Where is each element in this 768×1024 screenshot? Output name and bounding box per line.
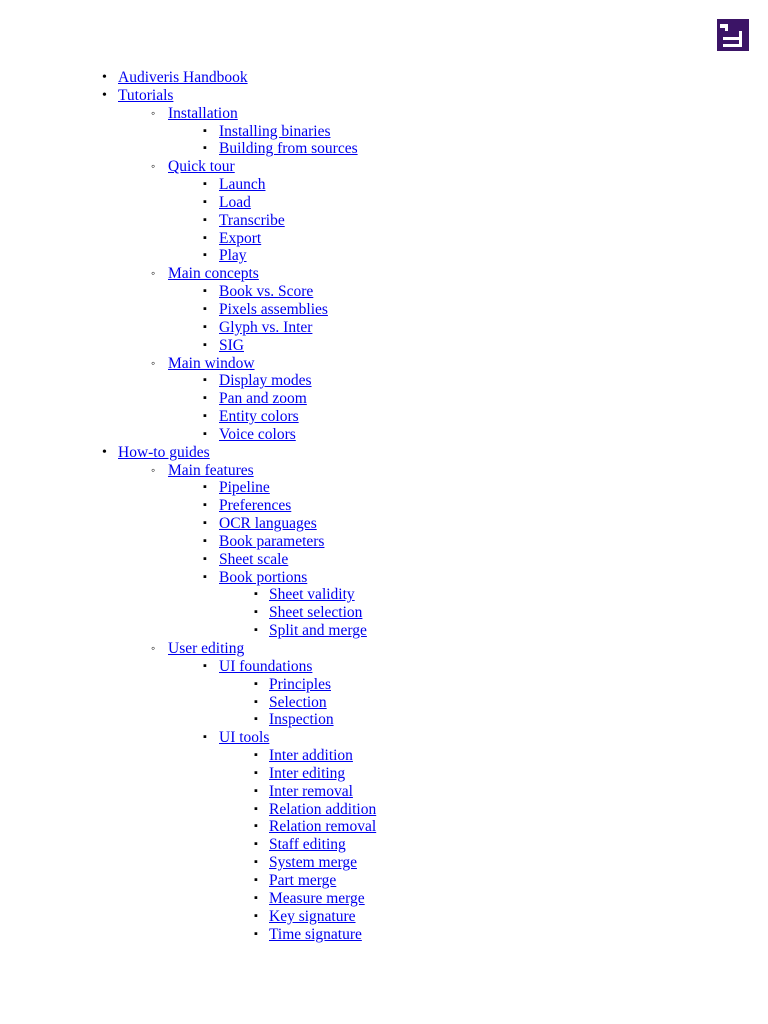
bullet-icon: ▪ <box>203 570 207 583</box>
toc-item <box>0 836 768 854</box>
bullet-icon: ▪ <box>254 624 258 637</box>
toc-link[interactable]: Selection <box>269 693 327 711</box>
toc-item <box>0 551 768 569</box>
toc-link[interactable]: Inter editing <box>269 764 346 782</box>
bullet-icon: ▪ <box>254 802 258 815</box>
bullet-icon: ▪ <box>203 427 207 440</box>
toc-item <box>0 408 768 426</box>
toc-link[interactable]: Relation removal <box>269 818 377 836</box>
toc-item <box>0 462 768 480</box>
toc-link[interactable]: Play <box>219 247 247 265</box>
site-logo-icon <box>717 19 749 51</box>
toc-link[interactable]: How-to guides <box>118 443 210 461</box>
bullet-icon: ◦ <box>151 462 156 477</box>
toc-link[interactable]: Key signature <box>269 907 356 925</box>
bullet-icon: ▪ <box>203 517 207 530</box>
toc-link[interactable]: Audiveris Handbook <box>118 69 248 86</box>
toc-link[interactable]: Installation <box>168 104 238 122</box>
toc-link[interactable]: UI tools <box>219 729 270 747</box>
bullet-icon: ▪ <box>203 320 207 333</box>
bullet-icon: ▪ <box>254 588 258 601</box>
toc-item <box>0 123 768 141</box>
bullet-icon: ▪ <box>203 410 207 423</box>
toc-link[interactable]: Time signature <box>269 925 362 943</box>
toc-list <box>0 69 768 943</box>
toc-item <box>0 622 768 640</box>
toc-item <box>0 872 768 890</box>
toc-item <box>0 515 768 533</box>
site-logo[interactable] <box>717 19 749 51</box>
bullet-icon: ◦ <box>151 159 156 174</box>
toc-link[interactable]: OCR languages <box>219 515 317 533</box>
bullet-icon: ▪ <box>203 731 207 744</box>
bullet-icon: ▪ <box>203 124 207 137</box>
bullet-icon: ▪ <box>203 481 207 494</box>
toc-link[interactable]: Entity colors <box>219 408 299 426</box>
toc-link[interactable]: Book parameters <box>219 532 325 550</box>
toc-link[interactable]: UI foundations <box>219 657 313 675</box>
toc-link[interactable]: Display modes <box>219 372 312 390</box>
toc-item <box>0 319 768 337</box>
bullet-icon: ▪ <box>203 534 207 547</box>
bullet-icon: ▪ <box>203 249 207 262</box>
toc-link[interactable]: Pixels assemblies <box>219 300 328 318</box>
bullet-icon: ▪ <box>203 552 207 565</box>
bullet-icon: ▪ <box>254 927 258 940</box>
toc-item <box>0 230 768 248</box>
bullet-icon: ▪ <box>203 499 207 512</box>
toc-link[interactable]: Building from sources <box>219 140 358 158</box>
toc-item <box>0 694 768 712</box>
toc-item <box>0 604 768 622</box>
toc-item <box>0 265 768 283</box>
toc-link[interactable]: Load <box>219 193 251 211</box>
toc-link[interactable]: Transcribe <box>219 211 285 229</box>
toc-link[interactable]: Main window <box>168 354 255 372</box>
toc-item <box>0 711 768 729</box>
toc-item <box>0 640 768 658</box>
toc-item <box>0 479 768 497</box>
toc-item <box>0 497 768 515</box>
toc-link[interactable]: Principles <box>269 675 331 693</box>
bullet-icon: ▪ <box>203 142 207 155</box>
bullet-icon: • <box>102 70 107 85</box>
bullet-icon: ◦ <box>151 641 156 655</box>
toc-item <box>0 747 768 765</box>
toc-item <box>0 586 768 604</box>
bullet-icon: ▪ <box>203 338 207 351</box>
toc-link[interactable]: Pipeline <box>219 479 270 497</box>
toc-item <box>0 194 768 212</box>
toc-item <box>0 212 768 230</box>
toc-link[interactable]: Inter addition <box>269 747 353 765</box>
bullet-icon: ▪ <box>254 909 258 922</box>
toc-link[interactable]: Inspection <box>269 711 334 729</box>
toc-item <box>0 247 768 265</box>
toc-item <box>0 533 768 551</box>
toc-navigation <box>0 69 768 943</box>
bullet-icon: ▪ <box>203 231 207 244</box>
bullet-icon: ▪ <box>254 820 258 833</box>
bullet-icon: ▪ <box>203 213 207 226</box>
bullet-icon: ▪ <box>254 784 258 797</box>
toc-item <box>0 908 768 926</box>
bullet-icon: ▪ <box>203 659 207 672</box>
bullet-icon: ▪ <box>254 891 258 904</box>
toc-item <box>0 105 768 123</box>
toc-item <box>0 729 768 747</box>
toc-link[interactable]: Preferences <box>219 497 292 515</box>
toc-item <box>0 783 768 801</box>
toc-link[interactable]: Pan and zoom <box>219 390 307 408</box>
toc-link[interactable]: Sheet validity <box>269 586 355 604</box>
toc-link[interactable]: Inter removal <box>269 782 353 800</box>
toc-item <box>0 676 768 694</box>
toc-item <box>0 765 768 783</box>
bullet-icon: ▪ <box>254 766 258 779</box>
toc-link[interactable]: Book vs. Score <box>219 283 314 301</box>
toc-link[interactable]: Part merge <box>269 871 337 889</box>
bullet-icon: ▪ <box>254 856 258 869</box>
bullet-icon: ▪ <box>203 302 207 315</box>
toc-item <box>0 140 768 158</box>
toc-link[interactable]: Voice colors <box>219 425 296 443</box>
bullet-icon: ▪ <box>203 195 207 208</box>
toc-link[interactable]: Quick tour <box>168 158 235 176</box>
toc-item <box>0 658 768 676</box>
bullet-icon: ▪ <box>254 873 258 886</box>
bullet-icon: ▪ <box>254 677 258 690</box>
toc-item <box>0 569 768 587</box>
bullet-icon: ▪ <box>203 392 207 405</box>
toc-item <box>0 854 768 872</box>
toc-link[interactable]: Launch <box>219 176 266 194</box>
toc-item <box>0 176 768 194</box>
toc-item <box>0 818 768 836</box>
toc-link[interactable]: User editing <box>168 640 245 657</box>
toc-link[interactable]: Main concepts <box>168 265 259 283</box>
bullet-icon: ◦ <box>151 266 156 281</box>
toc-link[interactable]: Split and merge <box>269 622 367 640</box>
toc-item <box>0 69 768 87</box>
toc-item <box>0 158 768 176</box>
toc-item <box>0 926 768 944</box>
toc-item <box>0 355 768 373</box>
toc-link[interactable]: Book portions <box>219 568 308 586</box>
bullet-icon: ▪ <box>254 838 258 851</box>
toc-item <box>0 426 768 444</box>
bullet-icon: • <box>102 444 107 460</box>
bullet-icon: ▪ <box>254 713 258 726</box>
bullet-icon: ▪ <box>203 374 207 387</box>
bullet-icon: ▪ <box>254 695 258 708</box>
bullet-icon: ▪ <box>203 178 207 191</box>
toc-link[interactable]: Measure merge <box>269 889 365 907</box>
bullet-icon: ▪ <box>203 285 207 298</box>
toc-item <box>0 301 768 319</box>
toc-item <box>0 337 768 355</box>
toc-link[interactable]: Tutorials <box>118 86 174 104</box>
toc-link[interactable]: System merge <box>269 854 357 872</box>
toc-item <box>0 283 768 301</box>
toc-link[interactable]: Relation addition <box>269 800 377 818</box>
toc-link[interactable]: Main features <box>168 461 254 479</box>
toc-item <box>0 87 768 105</box>
toc-item <box>0 390 768 408</box>
toc-item <box>0 444 768 462</box>
bullet-icon: • <box>102 87 107 103</box>
toc-link[interactable]: SIG <box>219 336 244 354</box>
bullet-icon: ◦ <box>151 355 156 370</box>
toc-link[interactable]: Export <box>219 229 262 247</box>
bullet-icon: ◦ <box>151 105 156 120</box>
bullet-icon: ▪ <box>254 606 258 619</box>
toc-link[interactable]: Glyph vs. Inter <box>219 318 313 336</box>
toc-link[interactable]: Sheet scale <box>219 550 289 568</box>
bullet-icon: ▪ <box>254 749 258 762</box>
toc-item <box>0 801 768 819</box>
toc-link[interactable]: Staff editing <box>269 836 346 854</box>
toc-link[interactable]: Installing binaries <box>219 122 331 140</box>
toc-link[interactable]: Sheet selection <box>269 604 363 622</box>
toc-item <box>0 372 768 390</box>
toc-item <box>0 890 768 908</box>
